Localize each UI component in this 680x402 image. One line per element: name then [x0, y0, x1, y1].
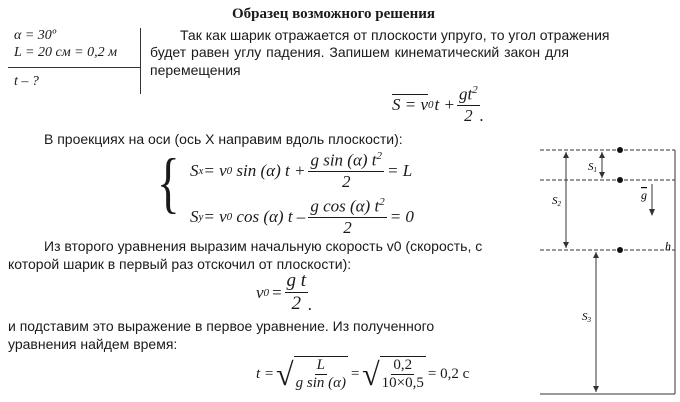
eq2-sub0: 0	[226, 210, 233, 223]
ball-1	[617, 147, 623, 153]
label-h: h	[665, 239, 671, 253]
eq1-fraction	[308, 150, 384, 192]
v0-end: .	[308, 295, 313, 314]
paragraph-3-line-2: которой шарик в первый раз отскочил от плоскости):	[8, 256, 352, 272]
paragraph-1-line-3: перемещения	[150, 62, 241, 78]
label-g: g	[641, 188, 647, 202]
given-vertical-line	[140, 28, 141, 94]
eq1-exp: 2	[376, 150, 383, 162]
system-brace: {	[156, 144, 180, 220]
s1-arrow-head-bottom	[599, 172, 605, 178]
ball-3	[617, 247, 623, 253]
system-equation-1	[190, 150, 412, 192]
system-equation-2	[190, 196, 414, 238]
formula-kinematic-lhs: S = v	[392, 94, 429, 114]
v0-num: g t	[286, 270, 307, 291]
eq1-num: g sin (α) t	[310, 150, 377, 170]
v0-eq: =	[271, 282, 283, 302]
formula-kinematic-num: gt	[458, 84, 473, 104]
eq1-mid: = v	[203, 160, 227, 180]
eq1-left: S	[190, 160, 199, 180]
v0-fraction	[285, 270, 309, 315]
time-num-2: 0,2	[393, 357, 413, 373]
given-divider	[8, 67, 140, 68]
eq2-mid: = v	[203, 206, 227, 226]
eq2-left: S	[190, 206, 199, 226]
page-title: Образец возможного решения	[232, 6, 435, 22]
paragraph-3-line-1: Из второго уравнения выразим начальную скорость v0 (скорость, с	[44, 238, 483, 254]
given-alpha: α = 30º	[14, 28, 57, 43]
eq2-exp: 2	[379, 196, 385, 208]
formula-kinematic-end: .	[479, 105, 484, 125]
eq2-num: g cos (α) t	[310, 196, 380, 216]
formula-kinematic-fraction	[457, 84, 480, 126]
s2-arrow-head-top	[563, 152, 569, 158]
label-s1: S1	[588, 161, 597, 174]
eq1-right: = L	[387, 160, 413, 180]
given-length: L = 20 см = 0,2 м	[14, 45, 118, 60]
paragraph-1-line-2: будет равен углу падения. Запишем кинематический закон для	[150, 44, 569, 60]
eq1-den: 2	[341, 171, 351, 191]
formula-v0	[256, 270, 312, 315]
time-sqrt-2: √ $\frac{0,2}{10\times 0,5}$	[362, 356, 424, 392]
time-sqrt-1: √ $\frac{L}{\text{g sin (α)}}$	[276, 356, 346, 392]
time-eq: =	[349, 365, 361, 382]
trajectory-diagram	[530, 142, 680, 402]
s1-arrow-head-top	[599, 152, 605, 158]
paragraph-4-line-1: и подставим это выражение в первое уравнение. Из полученного	[8, 318, 435, 334]
eq2-den: 2	[343, 217, 352, 237]
g-arrow-head	[649, 209, 655, 216]
time-lhs: t =	[256, 365, 275, 382]
s3-arrow-head-top	[593, 252, 599, 258]
label-s3: S3	[582, 311, 591, 324]
formula-time	[256, 356, 469, 392]
formula-kinematic-sub: 0	[428, 98, 434, 111]
find-value: t – ?	[14, 74, 39, 89]
paragraph-2: В проекциях на оси (ось X направим вдоль плоскости):	[44, 131, 403, 147]
ball-2	[617, 177, 623, 183]
time-num-1: L	[316, 357, 325, 373]
v0-sub: 0	[263, 286, 270, 299]
label-s2: S2	[552, 195, 561, 208]
paragraph-1-line-1: Так как шарик отражается от плоскости упруго, то угол отражения	[180, 27, 610, 43]
s2-arrow-head-bottom	[563, 242, 569, 248]
eq1-sub0: 0	[226, 164, 233, 177]
v0-lhs: v	[256, 282, 264, 302]
formula-kinematic-t: t +	[434, 94, 455, 114]
eq2-right: = 0	[389, 206, 414, 226]
eq2-fraction	[308, 196, 386, 238]
formula-kinematic-exp: 2	[472, 84, 478, 96]
eq2-cos: cos (α) t –	[232, 206, 306, 226]
s3-arrow-head-bottom	[593, 386, 599, 392]
formula-kinematic-den: 2	[464, 105, 473, 125]
eq1-sub: x	[198, 164, 204, 177]
time-den-2: 10×0,5	[381, 375, 424, 391]
time-den-1: g sin (α)	[295, 375, 346, 391]
paragraph-4-line-2: уравнения найдем время:	[8, 336, 178, 352]
v0-den: 2	[291, 293, 302, 314]
given-section	[8, 28, 140, 94]
eq1-sin: sin (α) t +	[232, 160, 306, 180]
eq2-sub: y	[198, 210, 204, 223]
formula-kinematic	[392, 84, 484, 126]
time-result: = 0,2 c	[427, 365, 470, 382]
